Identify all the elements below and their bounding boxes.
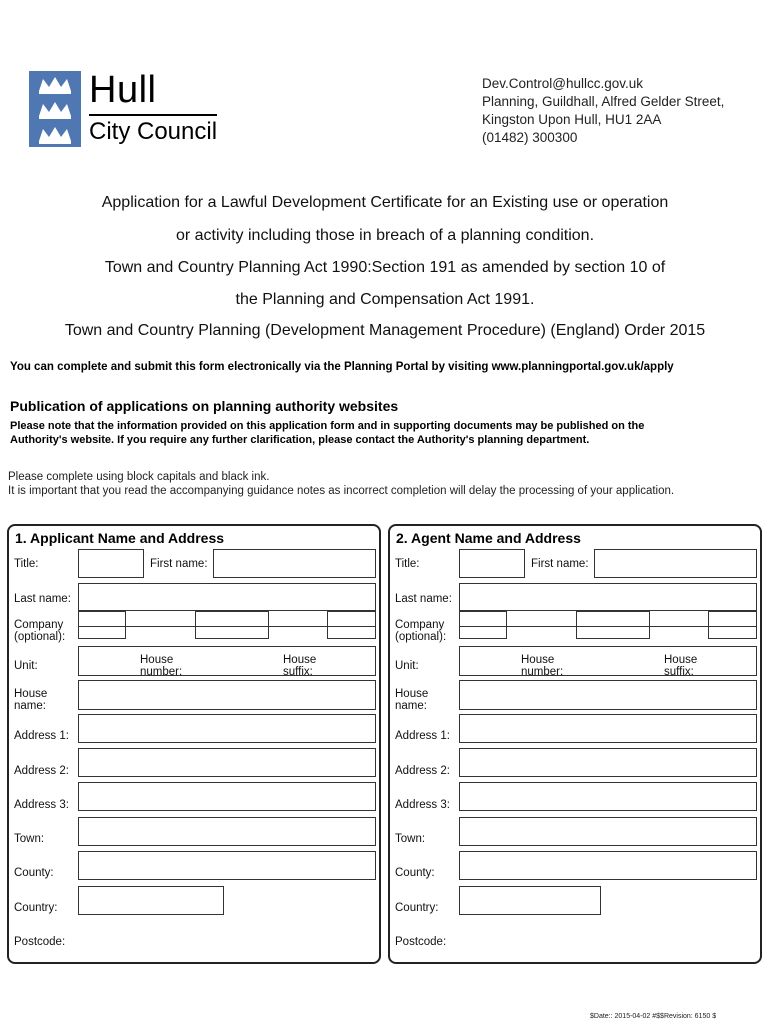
town-label: Town: [395, 833, 426, 845]
planning-portal-note: You can complete and submit this form electronically via the Planning Portal by visiting www.planningportal.gov.uk/apply [10, 361, 674, 373]
address-1-label: Address 1: [14, 730, 69, 742]
applicant-title-field[interactable] [78, 549, 144, 578]
contact-address-line-1: Planning, Guildhall, Alfred Gelder Street, [482, 94, 725, 109]
agent-unit-field[interactable] [459, 646, 757, 676]
house-number-label-line-2: number: [140, 666, 183, 678]
applicant-company-field-3[interactable] [327, 611, 376, 639]
agent-house-name-field[interactable] [459, 680, 757, 710]
applicant-country-field[interactable] [78, 886, 224, 915]
crowns-emblem [29, 71, 81, 147]
first-name-label: First name: [150, 558, 208, 570]
hull-city-council-logo [15, 64, 231, 154]
agent-address-2-field[interactable] [459, 748, 757, 777]
first-name-label: First name: [531, 558, 589, 570]
contact-email: Dev.Control@hullcc.gov.uk [482, 76, 644, 91]
agent-county-field[interactable] [459, 851, 757, 880]
agent-first-name-field[interactable] [594, 549, 757, 578]
agent-address-1-field[interactable] [459, 714, 757, 743]
house-suffix-label-line-2: suffix: [283, 666, 313, 678]
applicant-section-heading: 1. Applicant Name and Address [15, 530, 225, 546]
house-number-label-line-1: House [521, 654, 555, 666]
contact-phone: (01482) 300300 [482, 130, 578, 145]
agent-title-field[interactable] [459, 549, 525, 578]
address-2-label: Address 2: [14, 765, 69, 777]
applicant-address-3-field[interactable] [78, 782, 376, 811]
agent-country-field[interactable] [459, 886, 601, 915]
company-label-line-1: Company [395, 619, 445, 631]
title-label: Title: [395, 558, 420, 570]
publication-note-line: Please note that the information provided on this application form and in supporting documents may be published on the [10, 420, 645, 432]
house-name-label-line-2: name: [14, 700, 46, 712]
applicant-unit-field[interactable] [78, 646, 376, 676]
house-name-label-line-2: name: [395, 700, 427, 712]
logo-text-city-council: City Council [89, 118, 218, 145]
company-label-line-2: (optional): [14, 631, 66, 643]
applicant-section [7, 524, 381, 964]
applicant-town-field[interactable] [78, 817, 376, 846]
county-label: County: [14, 867, 54, 879]
address-3-label: Address 3: [395, 799, 450, 811]
agent-section-heading: 2. Agent Name and Address [396, 530, 581, 546]
form-title-line-5: Town and Country Planning (Development Management Procedure) (England) Order 2015 [64, 322, 706, 339]
town-label: Town: [14, 833, 45, 845]
agent-company-field-3[interactable] [708, 611, 757, 639]
unit-label: Unit: [14, 660, 38, 672]
company-field-underline [78, 626, 376, 627]
agent-last-name-field[interactable] [459, 583, 757, 611]
agent-town-field[interactable] [459, 817, 757, 846]
last-name-label: Last name: [14, 593, 71, 605]
applicant-company-field-1[interactable] [78, 611, 126, 639]
country-label: Country: [395, 902, 439, 914]
form-title-line-4: the Planning and Compensation Act 1991. [235, 291, 535, 308]
company-label-line-2: (optional): [395, 631, 447, 643]
postcode-label: Postcode: [395, 936, 447, 948]
country-label: Country: [14, 902, 58, 914]
completion-instructions [8, 470, 674, 498]
applicant-county-field[interactable] [78, 851, 376, 880]
house-name-label-line-1: House [395, 688, 429, 700]
applicant-last-name-field[interactable] [78, 583, 376, 611]
last-name-label: Last name: [395, 593, 452, 605]
instruction-line: Please complete using block capitals and black ink. [8, 471, 270, 483]
instruction-line: It is important that you read the accompanying guidance notes as incorrect completion will delay the processing of your application. [8, 485, 675, 497]
applicant-address-2-field[interactable] [78, 748, 376, 777]
house-number-label-line-2: number: [521, 666, 564, 678]
agent-company-field-1[interactable] [459, 611, 507, 639]
crown-icon [29, 71, 81, 147]
agent-address-3-field[interactable] [459, 782, 757, 811]
applicant-first-name-field[interactable] [213, 549, 376, 578]
logo-text-hull: Hull [89, 69, 157, 111]
house-name-label-line-1: House [14, 688, 48, 700]
postcode-label: Postcode: [14, 936, 66, 948]
house-number-label-line-1: House [140, 654, 174, 666]
form-title-line-1: Application for a Lawful Development Certificate for an Existing use or operation [101, 194, 669, 211]
applicant-company-field-2[interactable] [195, 611, 269, 639]
house-suffix-label-line-1: House [664, 654, 698, 666]
applicant-address-1-field[interactable] [78, 714, 376, 743]
agent-section [388, 524, 762, 964]
company-field-underline [459, 626, 757, 627]
county-label: County: [395, 867, 435, 879]
publication-note-line: Authority's website. If you require any further clarification, please contact the Authority's planning department. [10, 434, 590, 446]
publication-heading: Publication of applications on planning authority websites [10, 398, 399, 414]
applicant-house-name-field[interactable] [78, 680, 376, 710]
house-suffix-label-line-2: suffix: [664, 666, 694, 678]
unit-label: Unit: [395, 660, 419, 672]
company-label-line-1: Company [14, 619, 64, 631]
house-suffix-label-line-1: House [283, 654, 317, 666]
contact-details [482, 75, 724, 147]
title-label: Title: [14, 558, 39, 570]
publication-note [10, 419, 644, 447]
form-title-line-2: or activity including those in breach of a planning condition. [175, 227, 595, 244]
address-3-label: Address 3: [14, 799, 69, 811]
logo-divider [89, 114, 217, 116]
form-title-line-3: Town and Country Planning Act 1990:Section 191 as amended by section 10 of [104, 259, 666, 276]
address-2-label: Address 2: [395, 765, 450, 777]
agent-company-field-2[interactable] [576, 611, 650, 639]
contact-address-line-2: Kingston Upon Hull, HU1 2AA [482, 112, 662, 127]
revision-footer: $Date:: 2015-04-02 #$$Revision: 6150 $ [590, 1013, 717, 1020]
address-1-label: Address 1: [395, 730, 450, 742]
